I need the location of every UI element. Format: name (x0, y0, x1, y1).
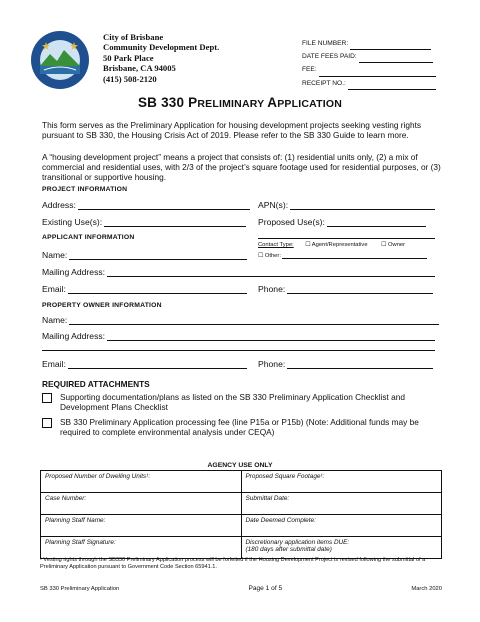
receipt-no-label: RECEIPT NO.: (302, 79, 346, 87)
square-footage-cell[interactable]: Proposed Square Footage¹: (241, 471, 442, 493)
org-name: City of Brisbane (103, 32, 164, 42)
owner-mailing-label: Mailing Address: (42, 331, 106, 341)
applicant-name-row (42, 250, 247, 260)
attachment-2-checkbox[interactable] (42, 418, 52, 428)
applicant-mailing-label: Mailing Address: (42, 267, 106, 277)
items-due-note: (180 days after submittal date) (245, 546, 332, 553)
submittal-date-cell[interactable]: Submittal Date: (241, 493, 442, 515)
case-number-cell[interactable]: Case Number: (41, 493, 242, 515)
agent-checkbox[interactable]: ☐ (305, 242, 311, 248)
proposed-use-label: Proposed Use(s): (258, 217, 325, 227)
owner-name-field[interactable] (69, 315, 439, 325)
existing-use-label: Existing Use(s): (42, 217, 103, 227)
contact-type-label: Contact Type: (258, 242, 294, 248)
applicant-mailing-row (42, 267, 435, 277)
footer-date: March 2020 (411, 585, 442, 592)
proposed-use-field[interactable] (327, 217, 426, 227)
owner-checkbox[interactable]: ☐ (381, 242, 387, 248)
proposed-use-row (258, 217, 426, 227)
owner-email-label: Email: (42, 359, 66, 369)
fee-fields-block (302, 37, 436, 90)
required-attachments-heading: REQUIRED ATTACHMENTS (42, 379, 150, 389)
owner-email-row (42, 359, 247, 369)
owner-phone-row (258, 359, 433, 369)
fee-field[interactable] (319, 67, 436, 77)
apn-label: APN(s): (258, 200, 289, 210)
contact-other-row (258, 251, 427, 259)
attachment-item-2 (42, 417, 444, 438)
applicant-phone-label: Phone: (258, 284, 286, 294)
address-field[interactable] (78, 200, 250, 210)
attachment-1-text: Supporting documentation/plans as listed on the SB 330 Preliminary Application Checklist and Development Plans Checklist (60, 392, 405, 413)
intro-paragraph: This form serves as the Preliminary Application for housing development projects seeking vesting rights pursuant to SB 330, the Housing Crisis Act of 2019. Please refer to the SB 330 Guide to learn more. (42, 120, 422, 141)
attachment-2-text: SB 330 Preliminary Application processing fee (line P15a or P15b) (Note: Additional funds may be required to complete environmental analysis under CEQA) (60, 417, 419, 438)
date-fees-paid-label: DATE FEES PAID: (302, 53, 357, 61)
address-label: Address: (42, 200, 76, 210)
owner-mailing-line-2[interactable] (42, 350, 435, 351)
page-footer (40, 585, 442, 592)
agent-label: Agent/Representative (311, 242, 368, 248)
form-title: SB 330 PRELIMINARY APPLICATION (137, 95, 343, 110)
staff-name-cell[interactable]: Planning Staff Name: (41, 515, 242, 537)
apn-field[interactable] (290, 200, 435, 210)
existing-use-row (42, 217, 246, 227)
dwelling-units-cell[interactable]: Proposed Number of Dwelling Units¹: (41, 471, 242, 493)
applicant-phone-field[interactable] (287, 284, 433, 294)
project-info-heading: PROJECT INFORMATION (42, 186, 128, 193)
city-seal-logo (30, 30, 90, 90)
applicant-name-label: Name: (42, 250, 68, 260)
contact-type-row (258, 242, 405, 248)
definition-paragraph: A “housing development project” means a project that consists of: (1) residential units only, (2) a mix of commercial and residential uses, with 2/3 of the project’s square footage used for residential purposes, or (3) transitional or supportive housing. (42, 152, 441, 183)
items-due-cell[interactable] (241, 537, 442, 559)
owner-info-heading: PROPERTY OWNER INFORMATION (42, 302, 162, 309)
attachment-item-1 (42, 392, 444, 413)
fee-label: FEE: (302, 66, 317, 74)
other-label: Other: (264, 253, 281, 259)
org-street: 50 Park Place (103, 52, 154, 63)
owner-mailing-field[interactable] (107, 331, 435, 341)
agency-use-table (40, 470, 442, 559)
owner-name-row (42, 315, 439, 325)
owner-name-label: Name: (42, 315, 68, 325)
items-due-label: Discretionary application items DUE: (245, 539, 350, 546)
date-deemed-complete-cell[interactable]: Date Deemed Complete: (241, 515, 442, 537)
receipt-no-field[interactable] (348, 80, 436, 90)
applicant-phone-row (258, 284, 433, 294)
applicant-info-heading: APPLICANT INFORMATION (42, 234, 135, 241)
other-field[interactable] (282, 251, 427, 259)
date-fees-paid-field[interactable] (359, 53, 433, 63)
footer-form-name: SB 330 Preliminary Application (40, 585, 120, 592)
applicant-email-label: Email: (42, 284, 66, 294)
applicant-email-row (42, 284, 247, 294)
contact-top-line (258, 236, 435, 239)
file-number-label: FILE NUMBER: (302, 40, 349, 47)
staff-signature-cell[interactable]: Planning Staff Signature: (41, 537, 242, 559)
apn-row (258, 200, 435, 210)
attachment-1-checkbox[interactable] (42, 393, 52, 403)
file-number-field[interactable] (350, 40, 431, 50)
owner-phone-label: Phone: (258, 359, 286, 369)
owner-mailing-row (42, 331, 435, 341)
applicant-email-field[interactable] (68, 284, 247, 294)
footnote: ¹ Vesting rights through the SB330 Preliminary Application process will be forfeited if the Housing Development Project is revised following the submittal of a Preliminary Application pursuant to Government Code Section 65941.1. (40, 557, 426, 570)
footer-page-number: Page 1 of 5 (248, 585, 283, 592)
org-phone: (415) 508-2120 (103, 73, 157, 84)
owner-email-field[interactable] (68, 359, 247, 369)
other-checkbox[interactable]: ☐ (258, 253, 264, 259)
org-department: Community Development Dept. (103, 42, 220, 53)
existing-use-field[interactable] (104, 217, 246, 227)
applicant-name-field[interactable] (69, 250, 247, 260)
organization-address-block (103, 32, 219, 84)
agency-use-heading: AGENCY USE ONLY (207, 462, 273, 469)
owner-label: Owner (388, 242, 406, 248)
address-row (42, 200, 250, 210)
owner-phone-field[interactable] (287, 359, 433, 369)
org-city: Brisbane, CA 94005 (103, 63, 176, 74)
applicant-mailing-field[interactable] (107, 267, 435, 277)
